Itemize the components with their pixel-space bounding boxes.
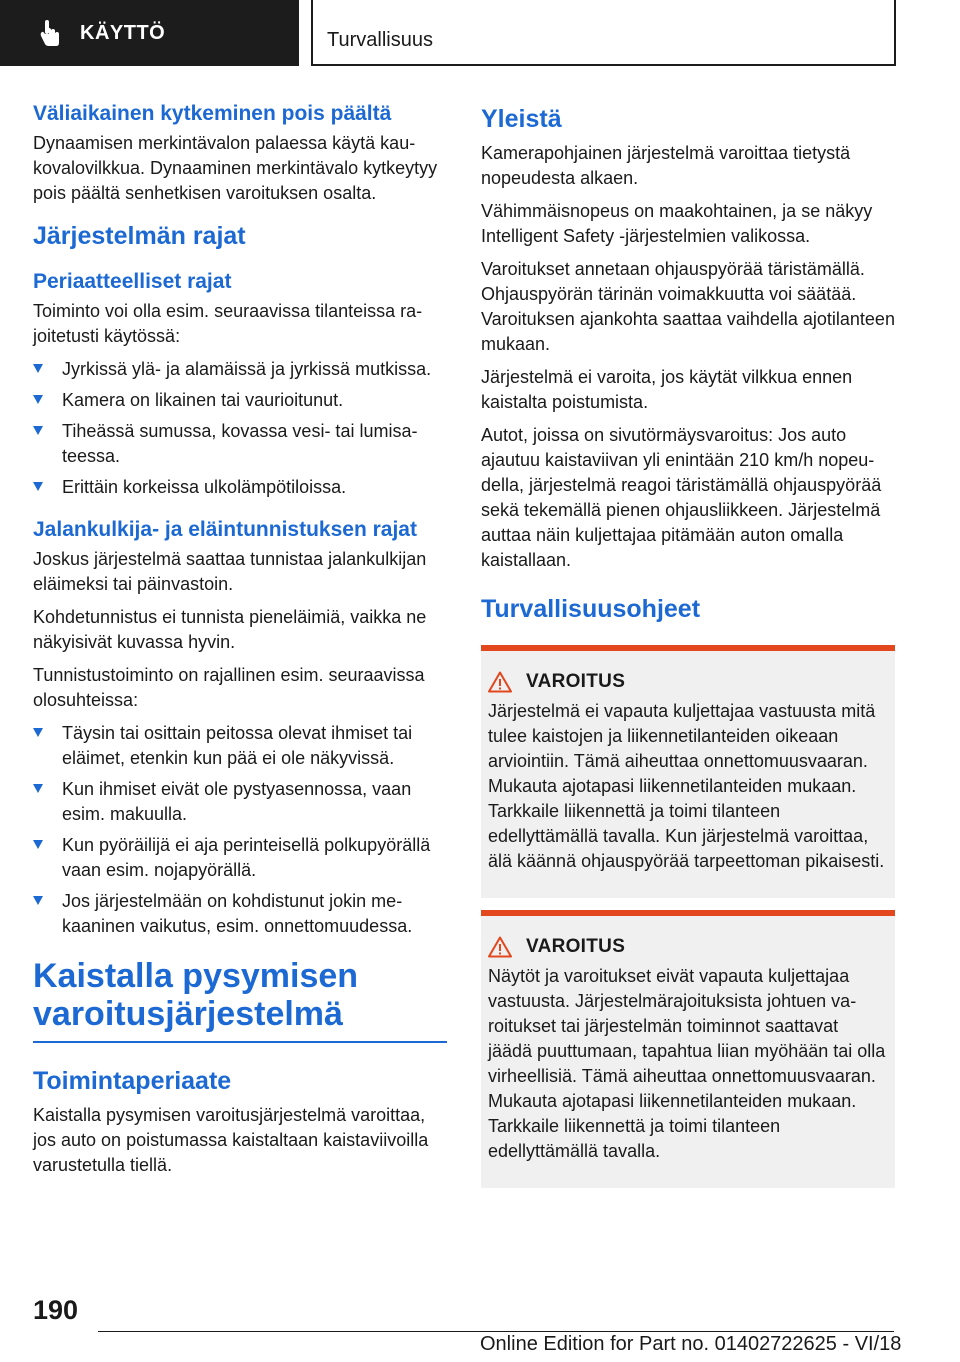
- warning-title: VAROITUS: [526, 936, 626, 957]
- triangle-bullet-icon: [33, 419, 62, 469]
- triangle-bullet-icon: [33, 388, 62, 413]
- section-title: KÄYTTÖ: [80, 21, 166, 44]
- paragraph: Autot, joissa on sivutörmäysvaroitus: Jos auto ajautuu kaistaviivan yli enintään 210 km/h nopeudella, järjestelmä reagoi täristämällä ohjauspyörää sekä tekemällä pienen ohjausliikkeen. Järjestelmä auttaa näin kuljettajaa pitämään auton omalla kaistallaan.: [481, 425, 882, 570]
- footer-edition: Online Edition for Part no. 01402722625 - VI/18: [480, 1333, 902, 1355]
- warning-text: Näytöt ja varoitukset eivät vapauta kuljettajaa vastuusta. Järjestelmärajoituksista johtuen varoitukset tai järjestelmän toiminnot saattavat jäädä puuttumaan, tapahtua liian myöhään tai olla virheellisiä. Tämä aiheuttaa onnettomuusvaaran. Mukauta ajotapasi liikennetilanteiden mukaan. Tarkkaile liikennettä ja toimi tilanteen edellyttämällä tavalla.: [488, 966, 886, 1161]
- warning-triangle-icon: [488, 936, 512, 958]
- list-item: Tiheässä sumussa, kovassa vesi- tai lumisateessa.: [33, 419, 447, 469]
- triangle-bullet-icon: [33, 357, 62, 382]
- page-number: 190: [33, 1295, 79, 1325]
- paragraph: Järjestelmä ei varoita, jos käytät vilkkua ennen kaistalta poistumista.: [481, 367, 853, 412]
- bullet-list: [33, 721, 447, 939]
- list-item: Jyrkissä ylä- ja alamäissä ja jyrkissä mutkissa.: [33, 357, 447, 382]
- list-item: Kun pyöräilijä ei aja perinteisellä polkupyörällä vaan esim. nojapyörällä.: [33, 833, 447, 883]
- list-item: Täysin tai osittain peitossa olevat ihmiset tai eläimet, etenkin kun pää ei ole näkyvissä.: [33, 721, 447, 771]
- triangle-bullet-icon: [33, 889, 62, 939]
- warning-title: VAROITUS: [526, 671, 626, 692]
- hand-pointer-icon: [38, 19, 64, 47]
- warning-box: [481, 910, 895, 1188]
- section-tab: [0, 0, 299, 66]
- heading-temporary-off: Väliaikainen kytkeminen pois päältä: [33, 102, 392, 125]
- left-column: [33, 100, 447, 1186]
- chapter-tab: [311, 0, 896, 66]
- paragraph: Joskus järjestelmä saattaa tunnistaa jalankulkijan eläimeksi tai päinvastoin.: [33, 549, 427, 594]
- paragraph: Toiminto voi olla esim. seuraavissa tilanteissa rajoitetusti käytössä:: [33, 301, 423, 346]
- paragraph: Kaistalla pysymisen varoitusjärjestelmä varoittaa, jos auto on poistumassa kaistaltaan kaistaviivoilla varustetulla tiellä.: [33, 1105, 429, 1175]
- heading-pedestrian-limits: Jalankulkija- ja eläintunnistuksen rajat: [33, 518, 417, 541]
- heading-function-principle: Toimintaperiaate: [33, 1067, 232, 1095]
- heading-system-limits: Järjestelmän rajat: [33, 222, 246, 250]
- heading-principle-limits: Periaatteelliset rajat: [33, 270, 232, 293]
- triangle-bullet-icon: [33, 833, 62, 883]
- warning-text: Järjestelmä ei vapauta kuljettajaa vastuusta mitä tulee kaistojen ja liikennetilanteiden oikeaan arviointiin. Tämä aiheuttaa onnettomuusvaaran. Mukauta ajotapasi liikennetilanteiden mukaan. Tarkkaile liikennettä ja toimi tilanteen edellyttämällä tavalla. Kun järjestelmä varoittaa, älä käännä ohjauspyörää tarpeettoman pikaisesti.: [488, 701, 885, 871]
- triangle-bullet-icon: [33, 475, 62, 500]
- paragraph: Vähimmäisnopeus on maakohtainen, ja se näkyy Intelligent Safety -järjestelmien valikossa.: [481, 201, 873, 246]
- list-item: Jos järjestelmään on kohdistunut jokin mekaaninen vaikutus, esim. onnettomuudessa.: [33, 889, 447, 939]
- warning-triangle-icon: [488, 671, 512, 693]
- bullet-list: [33, 357, 447, 500]
- heading-safety-notes: Turvallisuusohjeet: [481, 595, 701, 623]
- chapter-title: Turvallisuus: [327, 29, 433, 51]
- footer-divider: [98, 1331, 894, 1332]
- heading-lane-warning: Kaistalla pysymisen varoitusjärjestelmä: [33, 957, 359, 1033]
- list-item: Erittäin korkeissa ulkolämpötiloissa.: [33, 475, 447, 500]
- paragraph: Kohdetunnistus ei tunnista pieneläimiä, vaikka ne näkyisivät kuvassa hyvin.: [33, 607, 427, 652]
- warning-box: [481, 645, 895, 898]
- paragraph: Kamerapohjainen järjestelmä varoittaa tietystä nopeudesta alkaen.: [481, 143, 851, 188]
- paragraph: Varoitukset annetaan ohjauspyörää täristämällä. Ohjauspyörän tärinän voimakkuutta voi säätää. Varoituksen ajankohta saattaa vaihdella ajotilanteen mukaan.: [481, 259, 895, 354]
- paragraph: Dynaamisen merkintävalon palaessa käytä kaukovalovilkkua. Dynaaminen merkintävalo kytkeytyy pois päältä senhetkisen varoituksen osalta.: [33, 133, 438, 203]
- chapter-heading-block: [33, 957, 447, 1043]
- paragraph: Tunnistustoiminto on rajallinen esim. seuraavissa olosuhteissa:: [33, 665, 425, 710]
- triangle-bullet-icon: [33, 777, 62, 827]
- list-item: Kun ihmiset eivät ole pystyasennossa, vaan esim. makuulla.: [33, 777, 447, 827]
- right-column: [481, 100, 895, 1188]
- triangle-bullet-icon: [33, 721, 62, 771]
- list-item: Kamera on likainen tai vaurioitunut.: [33, 388, 447, 413]
- heading-general: Yleistä: [481, 105, 562, 133]
